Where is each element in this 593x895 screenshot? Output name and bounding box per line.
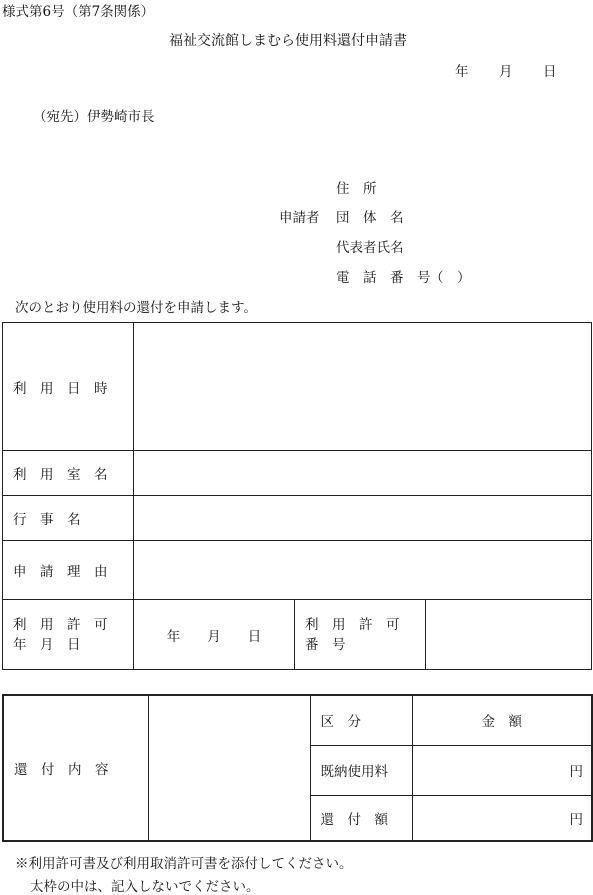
paid-fee-yen: 円 bbox=[569, 764, 583, 780]
date-day: 日 bbox=[543, 64, 557, 80]
permit-date-label bbox=[3, 600, 134, 670]
amount-header: 金 額 bbox=[412, 695, 592, 745]
usage-table bbox=[2, 322, 592, 670]
note-attachment: ※利用許可書及び利用取消許可書を添付してください。 bbox=[15, 856, 353, 872]
room-name-label: 利 用 室 名 bbox=[3, 451, 134, 496]
permit-number-label-line2: 番 号 bbox=[305, 636, 346, 653]
usage-datetime-label: 利 用 日 時 bbox=[3, 323, 134, 451]
permit-date-label-line1: 利 用 許 可 bbox=[13, 616, 108, 633]
permit-date-label-line2: 年 月 日 bbox=[13, 636, 81, 653]
usage-datetime-field[interactable] bbox=[134, 323, 592, 451]
permit-date-value: 年 月 日 bbox=[166, 628, 262, 645]
reason-label: 申 請 理 由 bbox=[3, 541, 134, 600]
applicant-representative-label: 代表者氏名 bbox=[336, 240, 404, 256]
permit-number-label-line1: 利 用 許 可 bbox=[305, 616, 400, 633]
category-header: 区 分 bbox=[310, 695, 412, 745]
reason-field[interactable] bbox=[134, 541, 592, 600]
room-name-field[interactable] bbox=[134, 451, 592, 496]
permit-number-field[interactable] bbox=[426, 600, 592, 670]
form-number: 様式第6号（第7条関係） bbox=[2, 4, 155, 20]
event-name-label: 行 事 名 bbox=[3, 496, 134, 541]
note-thick-border: 太枠の中は、記入しないでください。 bbox=[30, 879, 260, 895]
applicant-organization-label: 団 体 名 bbox=[336, 210, 404, 226]
applicant-heading: 申請者 bbox=[279, 210, 320, 226]
refund-amount-field[interactable] bbox=[412, 795, 592, 841]
paid-fee-label: 既納使用料 bbox=[310, 745, 412, 795]
date-month: 月 bbox=[499, 64, 513, 80]
date-year: 年 bbox=[455, 64, 469, 80]
refund-details-label: 還 付 内 容 bbox=[3, 695, 148, 841]
refund-table bbox=[2, 694, 593, 842]
addressee: （宛先）伊勢崎市長 bbox=[33, 109, 155, 125]
event-name-field[interactable] bbox=[134, 496, 592, 541]
permit-date-field[interactable] bbox=[134, 600, 295, 670]
applicant-phone-label: 電 話 番 号 bbox=[336, 270, 431, 286]
form-title: 福祉交流館しまむら使用料還付申請書 bbox=[169, 33, 407, 49]
refund-amount-label: 還 付 額 bbox=[310, 795, 412, 841]
applicant-address-label: 住 所 bbox=[336, 181, 377, 197]
refund-amount-yen: 円 bbox=[569, 811, 583, 828]
intro-text: 次のとおり使用料の還付を申請します。 bbox=[15, 300, 257, 316]
permit-number-label bbox=[295, 600, 426, 670]
paid-fee-field[interactable] bbox=[412, 745, 592, 795]
applicant-phone-parens: （ ） bbox=[430, 270, 471, 286]
refund-details-field[interactable] bbox=[148, 695, 310, 841]
